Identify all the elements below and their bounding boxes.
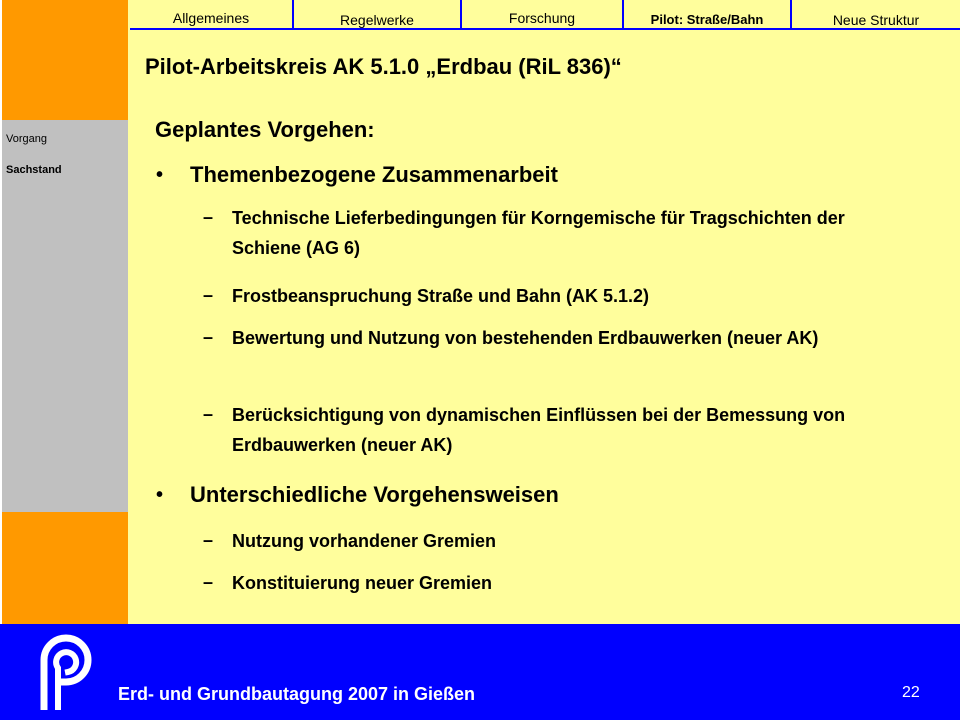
bullet-dot: • <box>156 484 164 506</box>
list-item: Berücksichtigung von dynamischen Einflüssen bei der Bemessung von Erdbauwerken (neuer AK) <box>232 405 846 455</box>
tab-label: Regelwerke <box>340 12 414 28</box>
bullet-themenbezogene: Themenbezogene Zusammenarbeit <box>190 162 558 187</box>
tab-label: Pilot: Straße/Bahn <box>650 12 764 27</box>
slide-subtitle: Geplantes Vorgehen: <box>155 117 375 142</box>
tab-neue-struktur[interactable] <box>792 0 960 30</box>
page-number: 22 <box>902 684 920 701</box>
footer-bar <box>0 624 960 720</box>
list-item: Bewertung und Nutzung von bestehenden Erdbauwerken (neuer AK) <box>232 328 819 348</box>
dash: – <box>203 207 214 227</box>
tab-label: Neue Struktur <box>832 12 920 28</box>
p-logo-icon <box>38 634 106 710</box>
list-item: Technische Lieferbedingungen für Korngemische für Tragschichten der Schiene (AG 6) <box>232 208 845 258</box>
tab-bar <box>128 0 960 32</box>
slide-title: Pilot-Arbeitskreis AK 5.1.0 „Erdbau (RiL 836)“ <box>145 54 622 79</box>
sidebar-top-block <box>0 0 128 120</box>
dash: – <box>203 572 214 592</box>
tab-forschung[interactable] <box>462 0 624 30</box>
list-item: Frostbeanspruchung Straße und Bahn (AK 5.1.2) <box>232 286 650 306</box>
sidebar-item-vorgang[interactable]: Vorgang <box>6 133 47 145</box>
tab-regelwerke[interactable] <box>294 0 462 30</box>
tab-allgemeines[interactable] <box>130 0 294 30</box>
bullet-dot: • <box>156 164 164 186</box>
dash: – <box>203 285 214 305</box>
dash: – <box>203 327 214 347</box>
list-item: Nutzung vorhandener Gremien <box>232 531 497 551</box>
sidebar-bottom-block <box>0 512 128 624</box>
tab-label: Allgemeines <box>172 10 250 26</box>
footer-event-title: Erd- und Grundbautagung 2007 in Gießen <box>118 684 476 704</box>
bullet-unterschiedliche: Unterschiedliche Vorgehensweisen <box>190 482 559 507</box>
list-item: Konstituierung neuer Gremien <box>232 573 493 593</box>
dash: – <box>203 530 214 550</box>
sidebar <box>0 120 128 512</box>
dash: – <box>203 404 214 424</box>
tab-pilot-strasse-bahn[interactable] <box>624 0 792 30</box>
sidebar-item-sachstand[interactable]: Sachstand <box>6 164 62 176</box>
tab-label: Forschung <box>508 10 576 26</box>
sidebar-edge <box>0 0 2 624</box>
